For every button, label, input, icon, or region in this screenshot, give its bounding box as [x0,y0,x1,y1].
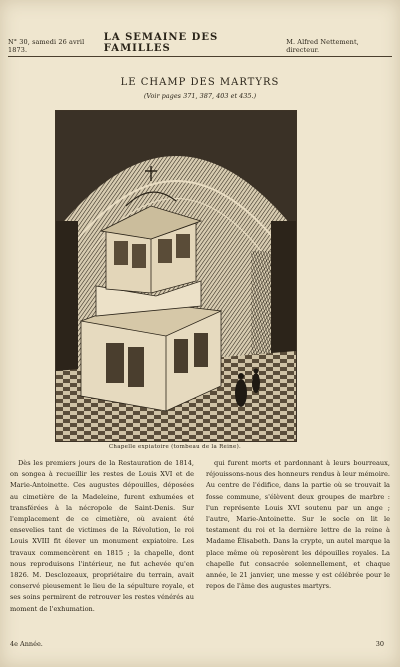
issue-date: N° 30, samedi 26 avril 1873. [8,38,85,54]
engraving-illustration [55,110,297,442]
volume-label: 4e Année. [10,640,43,648]
chapel-tomb-engraving [56,111,296,441]
paragraph: Dès les premiers jours de la Restauration de 1814, on songea à recueillir les restes de Louis XVI et de Marie-Antoinette. Ces augustes dépouilles, déposées au cimetière de la Madeleine, furent exhumées et transférées à la nécropole de Saint-Denis. Sur l'emplacement de ce cimetière, où avaient été ensevelies tant de victimes de la Révolution, le roi Louis XVIII fit élever un monument expiatoire. Les travaux commencèrent en 1815 ; la chapelle, dont nous reproduisons l'intérieur, ne fut achevée qu'en 1826. M. Desclozeaux, propriétaire du terrain, avait conservé pieusement le lieu de la sépulture royale, et ses soins permirent de retrouver les restes vénérés au moment de l'exhumation. [10,459,194,613]
article-body [10,458,390,633]
director-line: M. Alfred Nettement, directeur. [286,38,359,54]
text-column-right [206,458,390,633]
text-column-left [10,458,194,633]
journal-title: LA SEMAINE DES FAMILLES [103,32,219,54]
article-title: LE CHAMP DES MARTYRS [120,77,280,88]
article-subtitle: (Voir pages 371, 387, 403 et 435.) [143,92,257,100]
page-footer [10,640,384,648]
page-number: 30 [375,640,384,648]
paragraph: qui furent morts et pardonnant à leurs bourreaux, réjouissons-nous des honneurs rendus à leur mémoire. Au centre de l'édifice, dans la partie où se trouvait la fosse commune, s'élèvent deux groupes de marbre : l'un représente Louis XVI soutenu par un ange ; l'autre, Marie-Antoinette. Sur le socle on lit le testament du roi et la dernière lettre de la reine à Madame Élisabeth. Dans la crypte, un autel marque la place même où reposèrent les dépouilles royales. La chapelle fut consacrée solennellement, et chaque année, le 21 janvier, une messe y est célébrée pour le repos de l'âme des augustes martyrs. [206,459,390,591]
running-header [8,32,392,57]
engraving-caption: Chapelle expiatoire (tombeau de la Reine). [108,444,242,450]
